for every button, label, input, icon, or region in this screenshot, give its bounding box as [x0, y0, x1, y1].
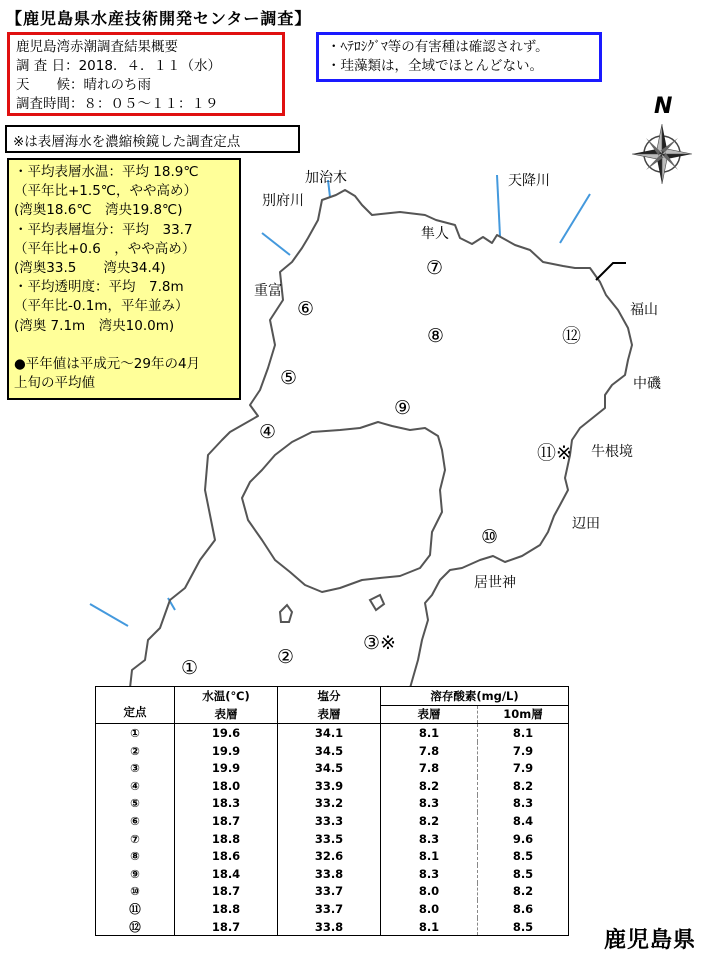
- cell-temp: 18.3: [175, 795, 278, 813]
- table-row: [96, 742, 569, 760]
- place-iseijin: 居世神: [474, 575, 516, 591]
- avg-line: (湾奥18.6℃ 湾央19.8℃): [14, 202, 183, 219]
- cell-do-surface: 8.3: [381, 865, 478, 883]
- cell-station: ⑧: [130, 849, 140, 864]
- cell-do-10m: 8.3: [478, 795, 569, 813]
- cell-salinity: 33.8: [278, 918, 381, 936]
- cell-salinity: 33.7: [278, 900, 381, 918]
- date-value: ：2018．４．１１（水）: [65, 58, 221, 74]
- cell-do-10m: 8.5: [478, 918, 569, 936]
- cell-do-surface: 8.1: [381, 847, 478, 865]
- avg-line: (湾奥 7.1m 湾央10.0m): [14, 317, 175, 334]
- cell-do-10m: 8.5: [478, 847, 569, 865]
- cell-do-surface: 8.0: [381, 883, 478, 901]
- table-row: [96, 759, 569, 777]
- river-tenkou: [497, 175, 500, 236]
- cell-salinity: 33.2: [278, 795, 381, 813]
- header-temp: 水温(℃): [175, 687, 278, 706]
- place-beppu: 別府川: [262, 193, 304, 209]
- compass-north-label: N: [654, 94, 673, 119]
- cell-station: ⑨: [130, 866, 140, 881]
- weather-value: ：晴れのち雨: [70, 77, 151, 93]
- cell-temp: 18.8: [175, 830, 278, 848]
- table-row: [96, 918, 569, 936]
- table-row: [96, 777, 569, 795]
- station-8-marker: ⑧: [427, 325, 445, 347]
- cell-temp: 18.8: [175, 900, 278, 918]
- cell-temp: 19.6: [175, 724, 278, 742]
- header-station: 定点: [123, 705, 147, 720]
- cell-do-10m: 8.2: [478, 777, 569, 795]
- cell-do-surface: 7.8: [381, 742, 478, 760]
- header-do: 溶存酸素(mg/L): [381, 687, 569, 706]
- time-value: ：８：０５～１１：１９: [70, 96, 219, 112]
- cell-salinity: 33.3: [278, 812, 381, 830]
- finding-diatom: ・珪藻類は，全域でほとんどない。: [327, 58, 543, 74]
- findings-box: [316, 32, 602, 82]
- cell-station: ⑥: [130, 813, 140, 828]
- cell-do-surface: 8.0: [381, 900, 478, 918]
- avg-line: 上旬の平均値: [14, 375, 95, 392]
- cell-salinity: 33.7: [278, 883, 381, 901]
- cell-salinity: 34.5: [278, 759, 381, 777]
- cell-do-10m: 8.5: [478, 865, 569, 883]
- cell-do-surface: 8.1: [381, 724, 478, 742]
- cell-temp: 18.6: [175, 847, 278, 865]
- boundary-mark: [596, 263, 626, 280]
- station-11-marker: ⑪※: [537, 442, 572, 464]
- finding-harmful: ・ﾍﾃﾛｼｸﾞﾏ等の有害種は確認されず。: [327, 39, 549, 55]
- avg-line: ・平均表層水温：平均 18.9℃: [14, 164, 199, 180]
- cell-salinity: 33.5: [278, 830, 381, 848]
- cell-station: ②: [130, 743, 140, 758]
- cell-temp: 18.4: [175, 865, 278, 883]
- cell-do-surface: 8.2: [381, 812, 478, 830]
- place-fukuyama: 福山: [630, 302, 658, 318]
- table-row: [96, 900, 569, 918]
- table-row: [96, 724, 569, 742]
- water-quality-table: [95, 686, 569, 936]
- header-temp-surface: 表層: [175, 705, 278, 724]
- cell-do-surface: 8.3: [381, 830, 478, 848]
- survey-summary-box: [7, 32, 285, 116]
- cell-temp: 18.0: [175, 777, 278, 795]
- station-12-marker: ⑫: [562, 325, 582, 347]
- station-9-marker: ⑨: [394, 397, 412, 419]
- cell-do-10m: 8.6: [478, 900, 569, 918]
- station-6-marker: ⑥: [297, 298, 315, 320]
- cell-salinity: 32.6: [278, 847, 381, 865]
- header-salinity-surface: 表層: [278, 705, 381, 724]
- table-row: [96, 795, 569, 813]
- cell-do-10m: 9.6: [478, 830, 569, 848]
- table-row: [96, 830, 569, 848]
- cell-do-surface: 7.8: [381, 759, 478, 777]
- cell-station: ④: [130, 778, 140, 793]
- cell-station: ③: [130, 761, 140, 776]
- sakurajima-outline: [242, 422, 445, 592]
- cell-station: ⑫: [129, 919, 141, 934]
- cell-station: ⑩: [130, 884, 140, 899]
- cell-temp: 18.7: [175, 812, 278, 830]
- place-shigetomi: 重富: [254, 283, 282, 299]
- cell-do-surface: 8.2: [381, 777, 478, 795]
- cell-do-10m: 8.2: [478, 883, 569, 901]
- place-hayato: 隼人: [421, 226, 449, 242]
- avg-line: （平年比-0.1m，平年並み）: [14, 298, 189, 315]
- cell-do-10m: 7.9: [478, 759, 569, 777]
- cell-salinity: 33.9: [278, 777, 381, 795]
- station-1-marker: ①: [181, 657, 199, 679]
- island-small: [280, 605, 292, 622]
- cell-temp: 19.9: [175, 759, 278, 777]
- river-east: [560, 194, 590, 243]
- station-2-marker: ②: [277, 646, 295, 668]
- summary-heading: 鹿児島湾赤潮調査結果概要: [16, 39, 178, 55]
- station-10-marker: ⑩: [481, 526, 499, 548]
- cell-do-10m: 8.4: [478, 812, 569, 830]
- cell-do-surface: 8.3: [381, 795, 478, 813]
- date-label: 調 査 日: [16, 58, 66, 74]
- station-5-marker: ⑤: [280, 367, 298, 389]
- cell-salinity: 33.8: [278, 865, 381, 883]
- time-label: 調査時間: [16, 96, 70, 112]
- cell-temp: 19.9: [175, 742, 278, 760]
- cell-do-10m: 7.9: [478, 742, 569, 760]
- place-tenkou: 天降川: [508, 173, 550, 189]
- compass-icon: [632, 124, 692, 184]
- prefecture-brand: 鹿児島県: [604, 928, 697, 953]
- place-ushinekyo: 牛根境: [591, 444, 633, 460]
- station-4-marker: ④: [259, 421, 277, 443]
- weather-label: 天 候: [16, 77, 70, 93]
- avg-line: (湾奥33.5 湾央34.4): [14, 260, 166, 277]
- avg-line: [14, 336, 234, 355]
- averages-box: [7, 158, 241, 400]
- cell-station: ⑤: [130, 796, 140, 811]
- table-row: [96, 812, 569, 830]
- river-beppu: [262, 233, 290, 255]
- station-3-marker: ③※: [363, 632, 396, 654]
- avg-line: （平年比+0.6 ，やや高め）: [14, 240, 196, 257]
- place-henda: 辺田: [572, 516, 600, 532]
- cell-station: ⑦: [130, 831, 140, 846]
- station-note: ※は表層海水を濃縮検鏡した調査定点: [5, 125, 300, 153]
- avg-line: （平年比+1.5℃，やや高め）: [14, 183, 197, 200]
- table-row: [96, 865, 569, 883]
- cell-do-surface: 8.1: [381, 918, 478, 936]
- cell-salinity: 34.1: [278, 724, 381, 742]
- avg-line: ●平年値は平成元～29年の4月: [14, 356, 201, 373]
- cell-do-10m: 8.1: [478, 724, 569, 742]
- header-do-surface: 表層: [381, 705, 478, 724]
- cell-station: ⑪: [129, 901, 141, 916]
- cell-temp: 18.7: [175, 883, 278, 901]
- station-7-marker: ⑦: [426, 257, 444, 279]
- place-kajiki: 加治木: [305, 170, 347, 186]
- cell-station: ①: [96, 724, 175, 742]
- header-salinity: 塩分: [278, 687, 381, 706]
- page-title: 【鹿児島県水産技術開発センター調査】: [6, 9, 312, 28]
- cell-salinity: 34.5: [278, 742, 381, 760]
- river-southwest: [90, 604, 128, 626]
- place-nakanoiso: 中磯: [633, 376, 661, 392]
- header-do-10m: 10m層: [478, 705, 569, 724]
- table-row: [96, 847, 569, 865]
- island-small-2: [370, 595, 384, 610]
- table-row: [96, 883, 569, 901]
- avg-line: ・平均表層塩分：平均 33.7: [14, 221, 193, 238]
- header-station-cell: [96, 687, 175, 724]
- cell-temp: 18.7: [175, 918, 278, 936]
- avg-line: ・平均透明度：平均 7.8m: [14, 279, 184, 296]
